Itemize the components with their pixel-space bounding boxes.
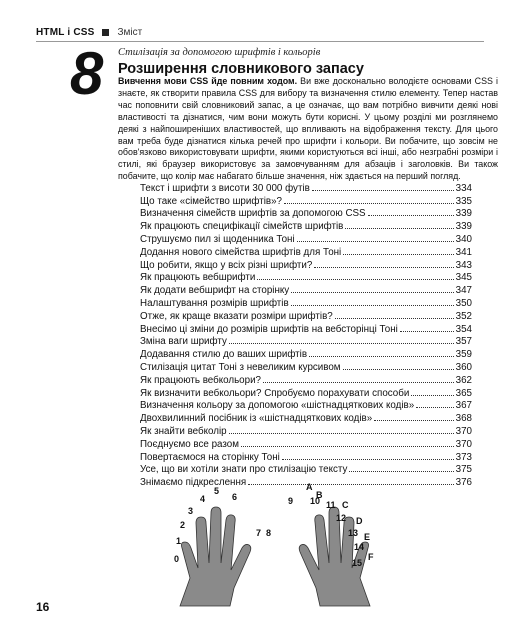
- toc-entry-title: Внесімо ці зміни до розмірів шрифтів на вебсторінці Тоні: [140, 323, 398, 335]
- toc-entry-title: Двохвилинний посібник із «шістнадцяткових кодів»: [140, 413, 373, 425]
- square-bullet-icon: [102, 29, 109, 36]
- toc-leader-dots: [349, 471, 453, 472]
- hand-label: D: [356, 516, 363, 526]
- toc-entry-page: 376: [455, 477, 472, 489]
- toc-entry[interactable]: [140, 322, 472, 335]
- hand-label: E: [364, 532, 371, 542]
- hand-label: 0: [174, 554, 180, 564]
- toc-entry[interactable]: [140, 399, 472, 412]
- toc-leader-dots: [368, 215, 454, 216]
- hand-label: 10: [310, 496, 321, 506]
- toc-entry[interactable]: [140, 245, 472, 258]
- chapter-subtitle: Стилізація за допомогою шрифтів і кольорів: [118, 47, 321, 58]
- toc-entry[interactable]: [140, 424, 472, 437]
- toc-leader-dots: [229, 343, 454, 344]
- toc-entry[interactable]: [140, 411, 472, 424]
- toc-entry[interactable]: [140, 386, 472, 399]
- toc-entry[interactable]: [140, 283, 472, 296]
- book-title: HTML і CSS: [36, 26, 95, 38]
- intro-lead: Вивчення мови CSS йде повним ходом.: [118, 76, 298, 86]
- toc-leader-dots: [297, 241, 454, 242]
- toc-leader-dots: [291, 305, 454, 306]
- toc-entry-page: 362: [455, 374, 472, 386]
- section-name: Зміст: [117, 26, 143, 38]
- toc-entry-page: 345: [455, 272, 472, 284]
- toc-entry-title: Отже, як краще вказати розміри шрифтів?: [140, 310, 333, 322]
- toc-entry[interactable]: [140, 309, 472, 322]
- toc-leader-dots: [282, 459, 454, 460]
- toc-entry[interactable]: [140, 360, 472, 373]
- toc-entry-page: 339: [455, 208, 472, 220]
- hand-label: 1: [176, 536, 182, 546]
- toc-entry[interactable]: [140, 347, 472, 360]
- hand-label: 7: [256, 528, 262, 538]
- left-hand-icon: [180, 507, 251, 606]
- toc-entry-title: Повертаємося на сторінку Тоні: [140, 451, 280, 463]
- toc-entry-title: Стилізація цитат Тоні з невеликим курсивом: [140, 361, 341, 373]
- toc-entry[interactable]: [140, 194, 472, 207]
- chapter-number: 8: [70, 40, 104, 107]
- hand-label: 6: [232, 492, 238, 502]
- running-header: [36, 24, 142, 40]
- toc-leader-dots: [416, 407, 453, 408]
- hand-label: 2: [180, 520, 186, 530]
- intro-body: Ви вже досконально володієте основами CSS і знаєте, як створити правила CSS для вибору та визначення стилю елементу. Тепер настав час поповнити свій словниковий запас, а це означає, що вам потрібно вивчити деякі нові властивості та дізнатися, чим вони можуть бути корисні. У цьому розділі ми розглянемо деякі з найпоширеніших властивостей, що впливають на відображення тексту. Для цього вам треба буде дізнатися кілька речей про шрифти і кольори. Ви побачите, що зовсім не обов'язково використовувати шрифти, якими користуються всі інші, або незграбні розміри і стилі, які браузер використовує за замовчуванням для абзаців і заголовків. Ви також побачите, що колір має набагато більше значення, ніж здається на перший погляд.: [118, 76, 498, 182]
- toc-entry-page: 354: [455, 323, 472, 335]
- toc-entry-page: 357: [455, 336, 472, 348]
- header-divider: [36, 41, 484, 42]
- toc-leader-dots: [309, 356, 454, 357]
- toc-entry[interactable]: [140, 296, 472, 309]
- toc-entry-title: Усе, що ви хотіли знати про стилізацію тексту: [140, 464, 348, 476]
- toc-entry-page: 339: [455, 221, 472, 233]
- toc-entry-title: Струшуємо пил зі щоденника Тоні: [140, 233, 295, 245]
- toc-entry-page: 340: [455, 233, 472, 245]
- toc-entry[interactable]: [140, 219, 472, 232]
- toc-leader-dots: [284, 203, 454, 204]
- toc-entry-page: 373: [455, 451, 472, 463]
- toc-entry[interactable]: [140, 258, 472, 271]
- hand-label: C: [342, 500, 349, 510]
- hand-label: 4: [200, 494, 206, 504]
- toc-entry-page: 347: [455, 285, 472, 297]
- toc-entry-title: Як знайти вебколір: [140, 425, 227, 437]
- toc-entry-page: 375: [455, 464, 472, 476]
- hand-label: 12: [336, 513, 347, 523]
- hand-label: 5: [214, 486, 220, 496]
- toc-leader-dots: [343, 369, 454, 370]
- toc-entry[interactable]: [140, 181, 472, 194]
- toc-entry-page: 360: [455, 361, 472, 373]
- toc-leader-dots: [411, 395, 453, 396]
- toc-entry-title: Що робити, якщо у всіх різні шрифти?: [140, 259, 313, 271]
- toc-entry[interactable]: [140, 232, 472, 245]
- toc-entry-page: 370: [455, 438, 472, 450]
- chapter-title: Розширення словникового запасу: [118, 61, 364, 77]
- toc-entry-title: Як додати вебшрифт на сторінку: [140, 285, 290, 297]
- toc-entry-title: Визначення сімейств шрифтів за допомогою CSS: [140, 208, 366, 220]
- toc-leader-dots: [257, 279, 453, 280]
- toc-entry-page: 368: [455, 413, 472, 425]
- toc-entry-title: Як працюють вебшрифти: [140, 272, 256, 284]
- toc-entry-page: 335: [455, 195, 472, 207]
- toc-entry-title: Визначення кольору за допомогою «шістнадцяткових кодів»: [140, 400, 415, 412]
- toc-entry[interactable]: [140, 463, 472, 476]
- toc-entry[interactable]: [140, 335, 472, 348]
- toc-entry-title: Поєднуємо все разом: [140, 438, 239, 450]
- toc-entry[interactable]: [140, 437, 472, 450]
- hand-label: 15: [352, 558, 363, 568]
- hand-label: 14: [354, 542, 365, 552]
- toc-leader-dots: [314, 267, 453, 268]
- toc-leader-dots: [374, 420, 453, 421]
- toc-leader-dots: [335, 318, 454, 319]
- toc-entry-title: Зміна ваги шрифту: [140, 336, 227, 348]
- toc-leader-dots: [312, 190, 454, 191]
- toc-entry[interactable]: [140, 271, 472, 284]
- hand-label: 13: [348, 528, 359, 538]
- toc-leader-dots: [291, 292, 453, 293]
- hand-label: B: [316, 490, 323, 500]
- hand-label: 11: [326, 500, 336, 510]
- toc-entry-page: 334: [455, 182, 472, 194]
- toc-entry-page: 370: [455, 425, 472, 437]
- toc-entry-title: Як працюють специфікації сімейств шрифтів: [140, 221, 344, 233]
- toc-entry[interactable]: [140, 207, 472, 220]
- toc-entry[interactable]: [140, 373, 472, 386]
- hand-label: 3: [188, 506, 194, 516]
- toc-entry-page: 359: [455, 349, 472, 361]
- hands-counting-illustration: [160, 478, 390, 608]
- toc-leader-dots: [400, 331, 454, 332]
- toc-entry-page: 343: [455, 259, 472, 271]
- hand-label: A: [306, 482, 313, 492]
- toc-entry-title: Як визначити вебкольори? Спробуємо порахувати способи: [140, 387, 410, 399]
- toc-entry-title: Що таке «сімейство шрифтів»?: [140, 195, 282, 207]
- toc-leader-dots: [229, 433, 454, 434]
- hand-label: 9: [288, 496, 294, 506]
- chapter-heading: [118, 46, 496, 79]
- toc-entry-title: Додавання стилю до ваших шрифтів: [140, 349, 308, 361]
- toc-entry-page: 341: [455, 246, 472, 258]
- hand-label: 8: [266, 528, 272, 538]
- toc-entry-page: 365: [455, 387, 472, 399]
- toc-leader-dots: [343, 254, 453, 255]
- toc-entry-title: Текст і шрифти з висоти 30 000 футів: [140, 182, 310, 194]
- toc-leader-dots: [263, 382, 454, 383]
- toc-entry-page: 350: [455, 297, 472, 309]
- toc-entry-title: Налаштування розмірів шрифтів: [140, 297, 289, 309]
- toc-entry-page: 367: [455, 400, 472, 412]
- chapter-intro: [118, 76, 498, 183]
- toc-leader-dots: [241, 446, 454, 447]
- toc-entry-title: Знімаємо підкреслення: [140, 477, 247, 489]
- toc-leader-dots: [345, 228, 453, 229]
- toc-entry-page: 352: [455, 310, 472, 322]
- page-number: 16: [36, 600, 50, 614]
- hand-label: F: [368, 552, 374, 562]
- toc-entry[interactable]: [140, 450, 472, 463]
- table-of-contents: [140, 181, 472, 488]
- toc-entry-title: Додання нового сімейства шрифтів для Тоні: [140, 246, 342, 258]
- toc-entry-title: Як працюють вебкольори?: [140, 374, 262, 386]
